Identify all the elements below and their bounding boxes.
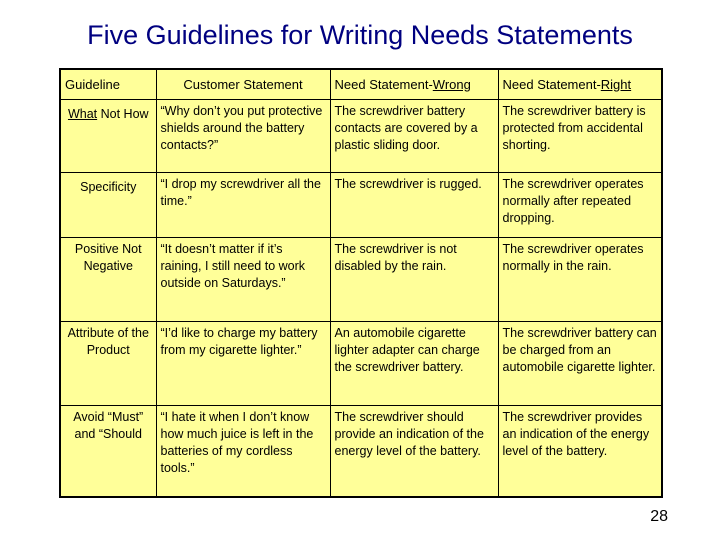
header-need-wrong: [330, 69, 498, 99]
table-row: [60, 405, 662, 497]
table-header-row: [60, 69, 662, 99]
need-wrong-cell: An automobile cigarette lighter adapter can charge the screwdriver battery.: [330, 321, 498, 405]
guideline-cell: Positive Not Negative: [60, 237, 156, 321]
guideline-not-how: Not How: [97, 106, 149, 121]
customer-statement-cell: “I’d like to charge my battery from my cigarette lighter.”: [156, 321, 330, 405]
guideline-cell: Attribute of the Product: [60, 321, 156, 405]
header-need-right: [498, 69, 662, 99]
header-guideline: Guideline: [60, 69, 156, 99]
guideline-cell: [60, 99, 156, 172]
need-wrong-cell: The screwdriver should provide an indication of the energy level of the battery.: [330, 405, 498, 497]
guidelines-table: [59, 68, 663, 498]
table-row: [60, 237, 662, 321]
table-row: [60, 172, 662, 237]
header-need-wrong-prefix: Need Statement-: [334, 76, 433, 92]
header-need-right-prefix: Need Statement-: [502, 76, 601, 92]
customer-statement-cell: “I drop my screwdriver all the time.”: [156, 172, 330, 237]
header-wrong-word: Wrong: [432, 76, 471, 92]
need-wrong-cell: The screwdriver is rugged.: [330, 172, 498, 237]
page-number: 28: [650, 508, 668, 525]
header-customer-statement: Customer Statement: [156, 69, 330, 99]
need-right-cell: The screwdriver battery is protected from accidental shorting.: [498, 99, 662, 172]
guideline-what: What: [67, 106, 98, 121]
guideline-cell: Specificity: [60, 172, 156, 237]
customer-statement-cell: “Why don’t you put protective shields around the battery contacts?”: [156, 99, 330, 172]
need-right-cell: The screwdriver battery can be charged from an automobile cigarette lighter.: [498, 321, 662, 405]
need-wrong-cell: The screwdriver is not disabled by the rain.: [330, 237, 498, 321]
need-right-cell: The screwdriver provides an indication of the energy level of the battery.: [498, 405, 662, 497]
slide-title: Five Guidelines for Writing Needs Statements: [87, 20, 633, 50]
customer-statement-cell: “It doesn’t matter if it’s raining, I still need to work outside on Saturdays.”: [156, 237, 330, 321]
table-row: [60, 321, 662, 405]
table-row: [60, 99, 662, 172]
guideline-cell: Avoid “Must” and “Should: [60, 405, 156, 497]
need-right-cell: The screwdriver operates normally in the rain.: [498, 237, 662, 321]
customer-statement-cell: “I hate it when I don’t know how much juice is left in the batteries of my cordless tools.”: [156, 405, 330, 497]
need-right-cell: The screwdriver operates normally after repeated dropping.: [498, 172, 662, 237]
need-wrong-cell: The screwdriver battery contacts are covered by a plastic sliding door.: [330, 99, 498, 172]
header-right-word: Right: [600, 76, 632, 92]
